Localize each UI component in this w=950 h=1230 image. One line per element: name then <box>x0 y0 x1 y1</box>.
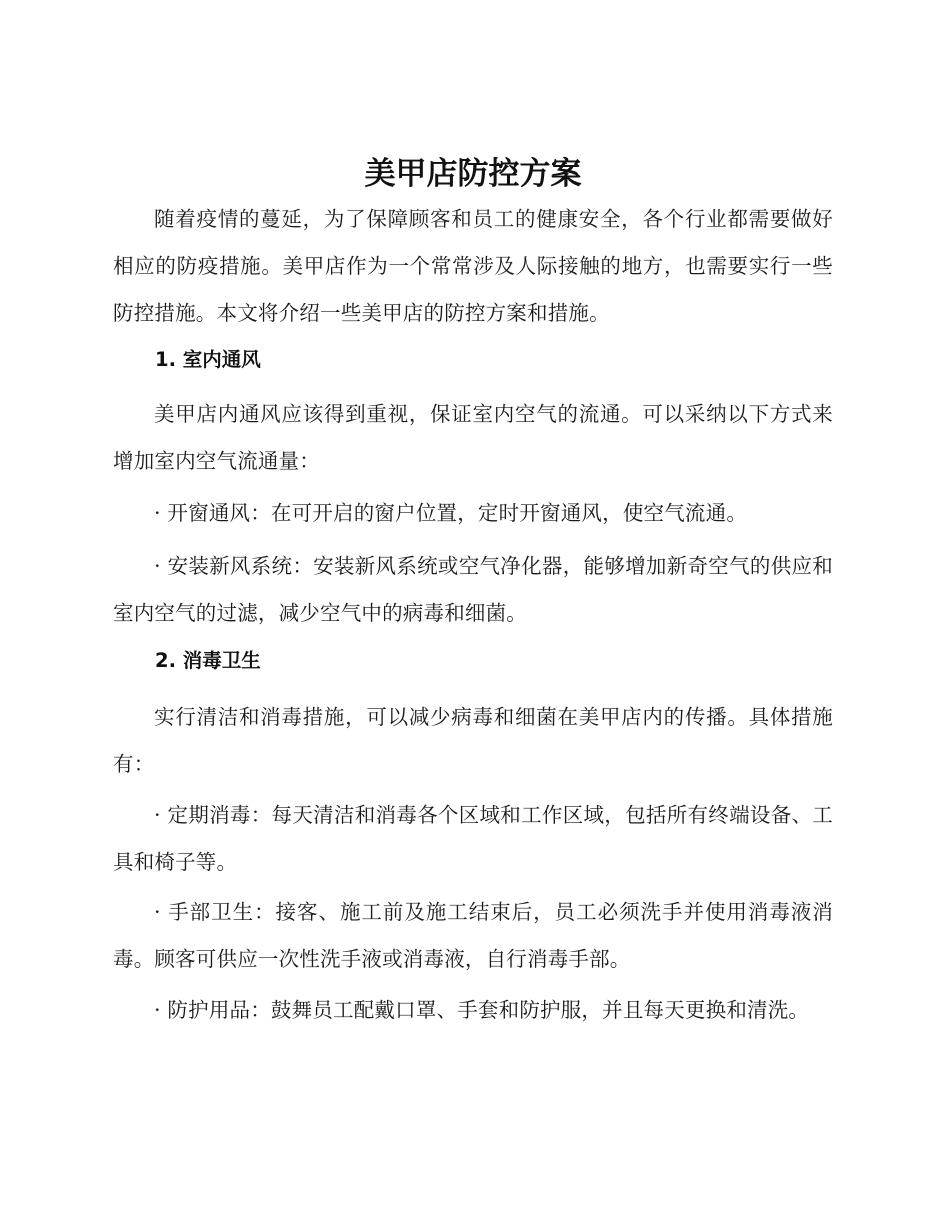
bullet-open-window: · 开窗通风：在可开启的窗户位置，定时开窗通风，使空气流通。 <box>154 501 748 525</box>
intro-paragraph: 随着疫情的蔓延，为了保障顾客和员工的健康安全，各个行业都需要做好相应的防疫措施。美甲店作为一个常常涉及人际接触的地方，也需要实行一些防控措施。本文将介绍一些美甲店的防控方案和措施。 <box>113 207 833 325</box>
bullet-protective-equipment: · 防护用品：鼓舞员工配戴口罩、手套和防护服，并且每天更换和清洗。 <box>154 998 810 1022</box>
disinfection-paragraph: 实行清洁和消毒措施，可以减少病毒和细菌在美甲店内的传播。具体措施有： <box>113 705 833 776</box>
bullet-regular-disinfection: · 定期消毒：每天清洁和消毒各个区域和工作区域，包括所有终端设备、工具和椅子等。 <box>113 803 833 874</box>
section-heading-ventilation: 1. 室内通风 <box>155 348 261 371</box>
section-heading-disinfection: 2. 消毒卫生 <box>155 649 261 672</box>
ventilation-paragraph: 美甲店内通风应该得到重视，保证室内空气的流通。可以采纳以下方式来增加室内空气流通量： <box>113 402 833 473</box>
bullet-fresh-air-system: · 安装新风系统：安装新风系统或空气净化器，能够增加新奇空气的供应和室内空气的过滤，减少空气中的病毒和细菌。 <box>113 554 833 625</box>
bullet-hand-hygiene: · 手部卫生：接客、施工前及施工结束后，员工必须洗手并使用消毒液消毒。顾客可供应一次性洗手液或消毒液，自行消毒手部。 <box>113 900 833 971</box>
document-title: 美甲店防控方案 <box>364 156 582 192</box>
